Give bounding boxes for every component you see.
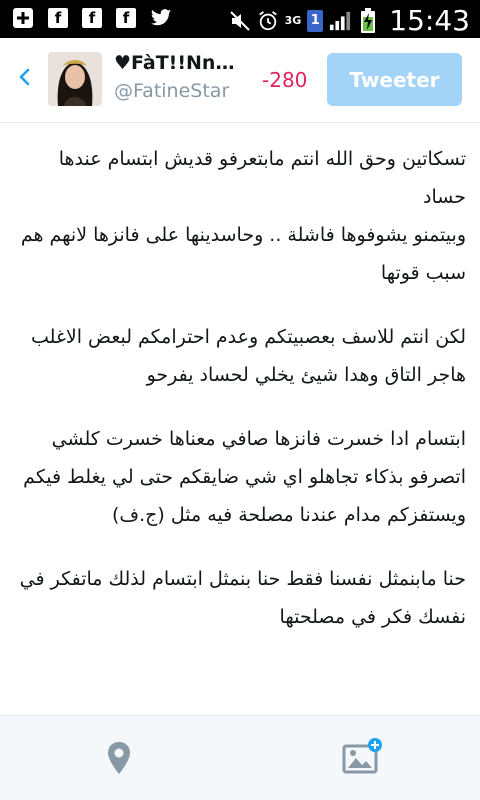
compose-paragraph: ابتسام ادا خسرت فانزها صافي معناها خسرت كلشي اتصرفو بذكاء تجاهلو اي شي ضايقكم حتى لي يغلط فيكم ويستفزكم مدام عندنا مصلحة فيه مثل (ج.ف) [23,428,466,526]
compose-paragraph: حنا مابنمثل نفسنا فقط حنا بنمثل ابتسام لذلك ماتفكر في نفسك فكر في مصلحتها [19,568,466,628]
clock: 15:43 [389,4,470,37]
compose-header [0,38,480,123]
signal-icon [329,10,351,32]
add-photo-button[interactable] [340,736,384,780]
location-pin-icon [104,740,134,776]
back-button[interactable] [14,66,36,88]
compose-paragraph: تسكاتين وحق الله انتم مابتعرفو قديش ابتسام عندها حساد وبيتمنو يشوفوها فاشلة .. وحاسدينها على فانزها لانهم هم سبب قوتها [20,148,466,284]
compose-paragraph: لكن انتم للاسف بعصبيتكم وعدم احترامكم لبعض الاغلب هاجر التاق وهدا شيئ يخلي لحساد يفرحو [31,326,466,386]
tweet-button[interactable]: Tweeter [327,53,462,106]
battery-charging-icon [357,10,379,32]
user-handle: @FatineStar [114,80,230,102]
location-button[interactable] [104,740,134,776]
facebook-icon: f [48,8,68,28]
status-bar [0,0,480,38]
sim-slot-badge: 1 [307,10,323,32]
facebook-icon: f [116,8,136,28]
muted-icon [229,10,251,32]
character-counter: -280 [262,68,308,92]
tweet-compose-textarea[interactable] [14,140,466,636]
chevron-left-icon [14,66,36,88]
system-icons [229,4,470,37]
add-photo-icon [340,736,384,780]
notification-icons [12,7,172,29]
twitter-icon [150,7,172,29]
compose-toolbar [0,715,480,800]
network-type: 3G [284,14,302,27]
avatar[interactable] [48,52,102,106]
facebook-icon: f [82,8,102,28]
display-name: ♥FàT!!Nn… [114,52,235,74]
alarm-icon [257,10,279,32]
add-icon [12,7,34,29]
